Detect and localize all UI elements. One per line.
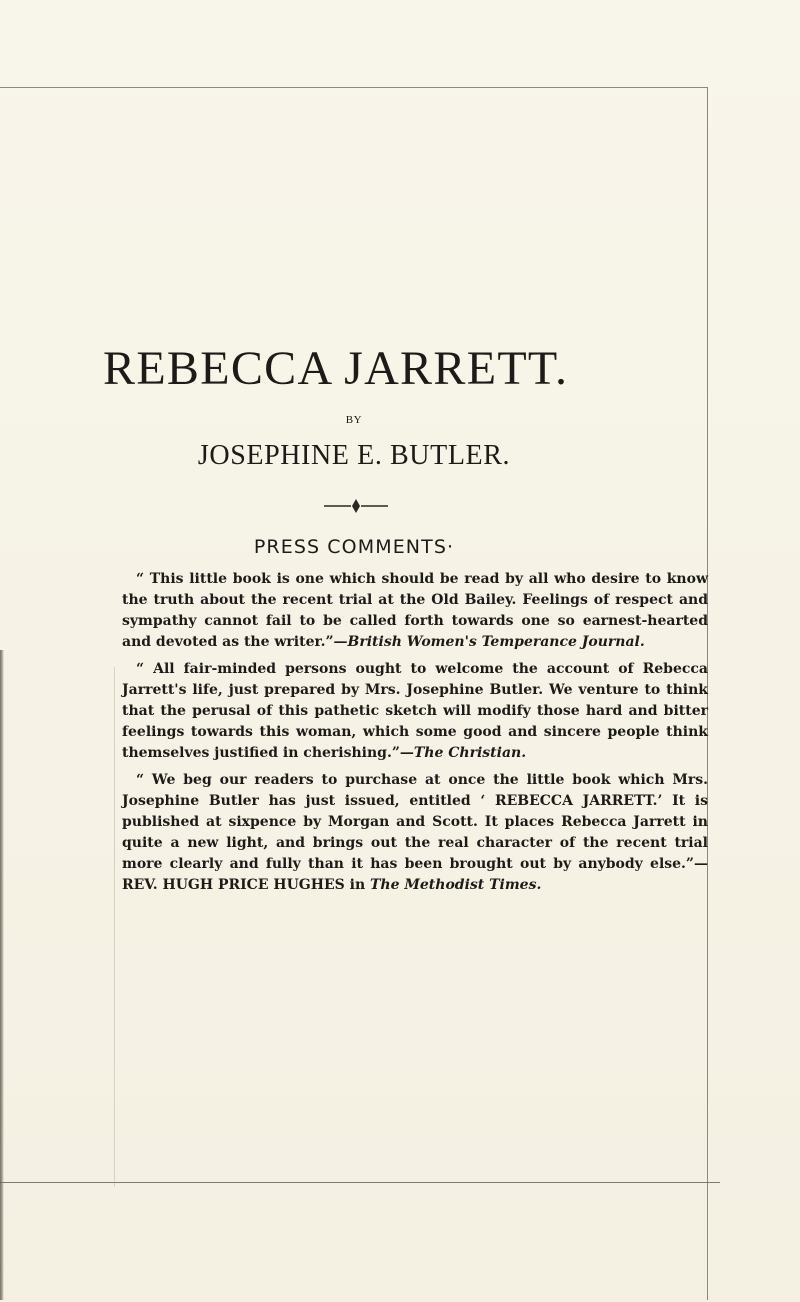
by-line: BY	[345, 414, 363, 426]
left-margin-shadow	[114, 667, 115, 1187]
quote-text: “ This little book is one which should be read by all who desire to know the truth about the recent trial at the Old Bailey. Feelings of respect and sympathy cannot fail to be called forth towards one so earnest-hearted and devoted as the writer.”—	[122, 571, 708, 650]
quote-source: The Methodist Times.	[370, 877, 542, 893]
press-comments-list	[122, 569, 708, 896]
book-binding-edge	[0, 650, 4, 1300]
press-quote-methodist-times	[122, 770, 708, 896]
quote-text: “ All fair-minded persons ought to welcome the account of Rebecca Jarrett's life, just prepared by Mrs. Josephine Butler. We venture to think that the perusal of this pathetic sketch will modify those hard and bitter feelings towards this woman, which some good and sincere people think themselves justified in cherishing.”—	[122, 661, 708, 761]
book-title: REBECCA JARRETT.	[103, 342, 569, 395]
press-comments-heading: PRESS COMMENTS·	[253, 536, 455, 558]
author-name: JOSEPHINE E. BUTLER.	[197, 440, 511, 471]
diamond-rule-icon	[324, 497, 388, 515]
press-quote-british-womens-temperance-journal	[122, 569, 708, 653]
bottom-page-rule	[0, 1182, 720, 1183]
quote-source: British Women's Temperance Journal.	[347, 634, 645, 650]
quote-text: “ We beg our readers to purchase at once the little book which Mrs. Josephine Butler has just issued, entitled ‘ REBECCA JARRETT.’ It is published at sixpence by Morgan and Scott. It places Rebecca Jarrett in quite a new light, and brings out the real character of the recent trial more clearly and fully than it has been brought out by anybody else.”—REV. HUGH PRICE HUGHES in	[122, 772, 708, 893]
press-quote-christian	[122, 659, 708, 764]
quote-source: The Christian.	[413, 745, 527, 761]
top-page-rule	[0, 87, 708, 88]
